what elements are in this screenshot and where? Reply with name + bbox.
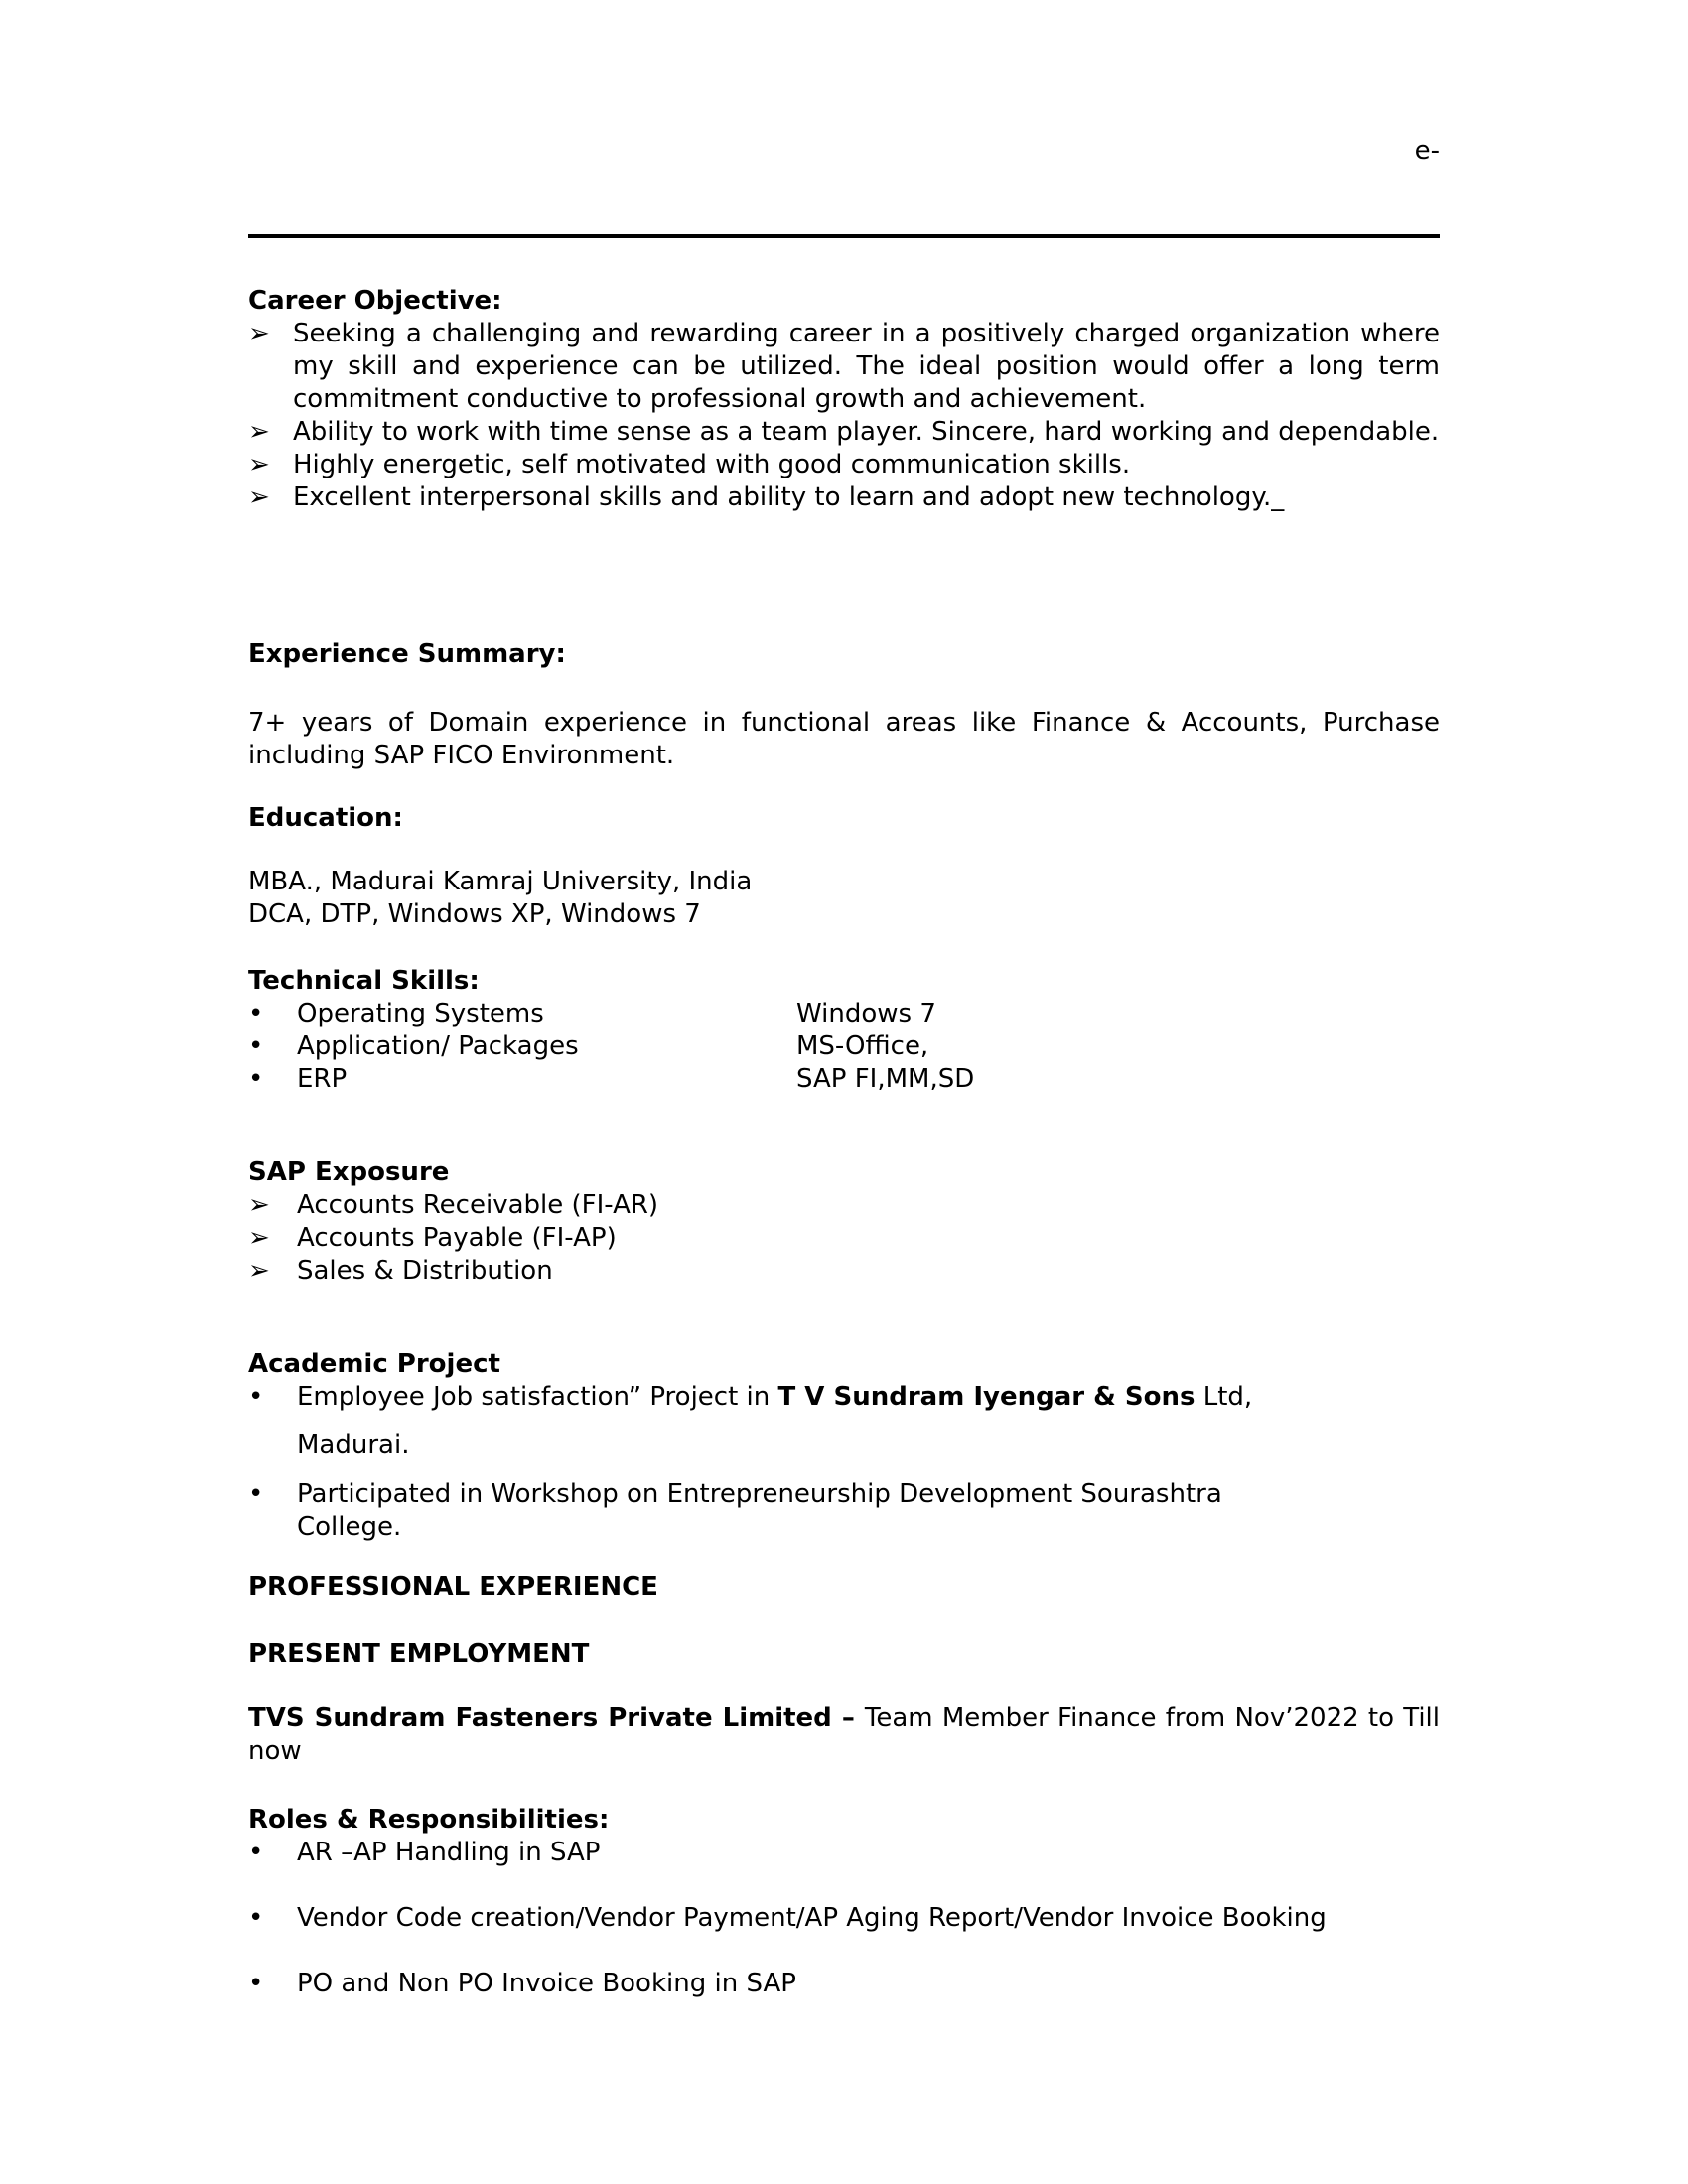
- list-item: [248, 318, 1440, 416]
- arrow-bullet-icon: ➢: [248, 1256, 270, 1286]
- section-roles-responsibilities: [248, 1804, 1440, 2033]
- career-objective-list: [248, 318, 1440, 514]
- academic-project-heading: Academic Project: [248, 1349, 500, 1379]
- sap-exposure-list: [248, 1189, 1440, 1288]
- list-item: [248, 1189, 1440, 1222]
- professional-experience-heading: PROFESSIONAL EXPERIENCE: [248, 1572, 658, 1602]
- dot-bullet-icon: •: [248, 1903, 264, 1933]
- employer-name: TVS Sundram Fasteners Private Limited –: [248, 1704, 865, 1733]
- dot-bullet-icon: •: [248, 1838, 264, 1867]
- role-bullet-text: Vendor Code creation/Vendor Payment/AP Aging Report/Vendor Invoice Booking: [297, 1903, 1327, 1933]
- section-career-objective: [248, 285, 1440, 514]
- skill-label: Application/ Packages: [297, 1031, 579, 1061]
- dot-bullet-icon: •: [248, 1969, 264, 1998]
- role-bullet-text: AR –AP Handling in SAP: [297, 1838, 601, 1867]
- list-item: [248, 1968, 1440, 2000]
- header-email-fragment: e-: [1414, 136, 1440, 166]
- sap-bullet-text: Sales & Distribution: [297, 1256, 553, 1286]
- arrow-bullet-icon: ➢: [248, 1223, 270, 1253]
- skill-label: ERP: [297, 1064, 348, 1094]
- arrow-bullet-icon: ➢: [248, 1190, 270, 1220]
- section-education: [248, 802, 1440, 931]
- experience-summary-text: 7+ years of Domain experience in functional areas like Finance & Accounts, Purchase including SAP FICO Environment.: [248, 708, 1440, 770]
- current-employer-line: [248, 1703, 1440, 1768]
- sap-exposure-heading: SAP Exposure: [248, 1158, 450, 1187]
- present-employment-heading: PRESENT EMPLOYMENT: [248, 1639, 590, 1669]
- dot-bullet-icon: •: [248, 999, 264, 1028]
- education-line: DCA, DTP, Windows XP, Windows 7: [248, 899, 701, 929]
- dot-bullet-icon: •: [248, 1479, 264, 1509]
- technical-skills-list: [248, 998, 1440, 1096]
- dot-bullet-icon: •: [248, 1064, 264, 1094]
- skill-value: MS-Office,: [796, 1031, 929, 1061]
- list-item: [248, 1837, 1440, 1869]
- project-company-name: T V Sundram Iyengar & Sons: [777, 1382, 1196, 1412]
- employer-role-detail: Team Member Finance from Nov’2022 to Till now: [248, 1704, 1440, 1766]
- education-line: MBA., Madurai Kamraj University, India: [248, 867, 753, 896]
- arrow-bullet-icon: ➢: [248, 450, 270, 479]
- list-item: [248, 1255, 1440, 1288]
- arrow-bullet-icon: ➢: [248, 417, 270, 447]
- career-bullet-text: Excellent interpersonal skills and ability to learn and adopt new technology._: [293, 482, 1285, 512]
- career-bullet-text: Seeking a challenging and rewarding career in a positively charged organization where my skill and experience can be utilized. The ideal position would offer a long term commitment conductive to professional growth and achievement.: [293, 319, 1440, 414]
- technical-skills-heading: Technical Skills:: [248, 966, 480, 996]
- career-objective-heading: Career Objective:: [248, 286, 502, 316]
- skill-label: Operating Systems: [297, 999, 544, 1028]
- list-item: [248, 1222, 1440, 1255]
- career-bullet-text: Highly energetic, self motivated with good communication skills.: [293, 450, 1131, 479]
- section-technical-skills: [248, 965, 1440, 1096]
- list-item: [248, 1478, 1440, 1544]
- project-text-suffix: Ltd,: [1195, 1382, 1253, 1412]
- list-item: [248, 1381, 1440, 1462]
- career-bullet-text: Ability to work with time sense as a team player. Sincere, hard working and dependable.: [293, 417, 1440, 447]
- academic-bullet-text: [297, 1478, 1440, 1544]
- list-item: [248, 1902, 1440, 1935]
- experience-summary-heading: Experience Summary:: [248, 639, 566, 669]
- list-item: [248, 1030, 1440, 1063]
- education-heading: Education:: [248, 803, 403, 833]
- section-current-employer: [248, 1703, 1440, 1768]
- dot-bullet-icon: •: [248, 1382, 264, 1412]
- roles-responsibilities-heading: Roles & Responsibilities:: [248, 1805, 610, 1835]
- workshop-text-line2: College.: [297, 1512, 402, 1542]
- section-experience-summary: [248, 638, 1440, 772]
- section-present-employment: [248, 1638, 1440, 1671]
- skill-value: SAP FI,MM,SD: [796, 1064, 975, 1094]
- list-item: [248, 449, 1440, 481]
- roles-list: [248, 1837, 1440, 2000]
- project-text-line2: Madurai.: [297, 1431, 410, 1460]
- academic-project-list: [248, 1381, 1440, 1544]
- academic-bullet-text: [297, 1381, 1440, 1462]
- role-bullet-text: PO and Non PO Invoice Booking in SAP: [297, 1969, 796, 1998]
- section-academic-project: [248, 1348, 1440, 1544]
- section-sap-exposure: [248, 1157, 1440, 1288]
- arrow-bullet-icon: ➢: [248, 482, 270, 512]
- project-text-prefix: Employee Job satisfaction” Project in: [297, 1382, 778, 1412]
- list-item: [248, 416, 1440, 449]
- dot-bullet-icon: •: [248, 1031, 264, 1061]
- list-item: [248, 1063, 1440, 1096]
- skill-value: Windows 7: [796, 999, 936, 1028]
- list-item: [248, 481, 1440, 514]
- header-rule: [248, 234, 1440, 238]
- arrow-bullet-icon: ➢: [248, 319, 270, 348]
- workshop-text-line1: Participated in Workshop on Entrepreneurship Development Sourashtra: [297, 1479, 1222, 1509]
- list-item: [248, 998, 1440, 1030]
- sap-bullet-text: Accounts Receivable (FI-AR): [297, 1190, 659, 1220]
- sap-bullet-text: Accounts Payable (FI-AP): [297, 1223, 617, 1253]
- section-professional-experience: [248, 1571, 1440, 1604]
